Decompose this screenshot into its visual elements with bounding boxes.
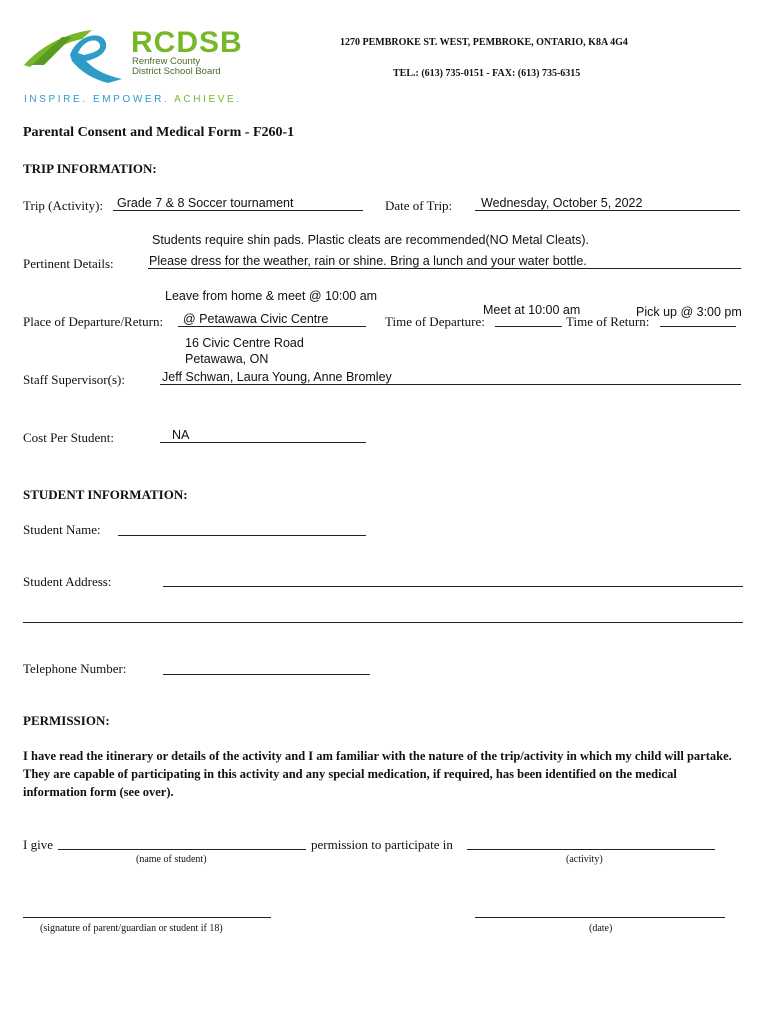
cost-line[interactable]	[160, 442, 366, 443]
board-phone: TEL.: (613) 735-0151 - FAX: (613) 735-6315	[393, 68, 581, 79]
place-address-line1[interactable]: 16 Civic Centre Road	[185, 336, 304, 350]
staff-value[interactable]: Jeff Schwan, Laura Young, Anne Bromley	[162, 370, 392, 384]
return-line[interactable]	[660, 326, 736, 327]
tagline-part2: ACHIEVE.	[174, 94, 242, 105]
permission-heading: PERMISSION:	[23, 713, 110, 728]
student-heading: STUDENT INFORMATION:	[23, 487, 188, 502]
departure-value[interactable]: Meet at 10:00 am	[483, 303, 581, 317]
telephone-label: Telephone Number:	[23, 661, 127, 676]
logo-name-line1: Renfrew County	[132, 56, 201, 67]
name-caption: (name of student)	[136, 854, 207, 865]
rcdsb-logo-icon	[22, 25, 132, 87]
student-name-line[interactable]	[118, 535, 366, 536]
date-label: Date of Trip:	[385, 198, 453, 213]
date-value[interactable]: Wednesday, October 5, 2022	[481, 196, 643, 210]
student-address-line1[interactable]	[163, 586, 743, 587]
activity-permission-line[interactable]	[467, 849, 715, 850]
student-address-label: Student Address:	[23, 574, 112, 589]
logo-acronym: RCDSB	[131, 26, 243, 59]
student-name-permission-line[interactable]	[58, 849, 306, 850]
place-label: Place of Departure/Return:	[23, 314, 164, 329]
activity-line[interactable]	[113, 210, 363, 211]
trip-heading: TRIP INFORMATION:	[23, 161, 157, 176]
activity-label: Trip (Activity):	[23, 198, 104, 213]
signature-line[interactable]	[23, 917, 271, 918]
cost-label: Cost Per Student:	[23, 430, 115, 445]
place-line[interactable]	[178, 326, 366, 327]
tagline-part1: INSPIRE. EMPOWER.	[24, 94, 170, 105]
details-line[interactable]	[148, 268, 741, 269]
permission-statement: I have read the itinerary or details of the activity and I am familiar with the nature of the trip/activity in which my child will partake. They are capable of participating in this activity and any special medication, if required, has been identified on the medical information form (see over).	[23, 749, 732, 799]
date-line[interactable]	[475, 210, 740, 211]
date-sign-line[interactable]	[475, 917, 725, 918]
activity-value[interactable]: Grade 7 & 8 Soccer tournament	[117, 196, 294, 210]
board-address: 1270 PEMBROKE ST. WEST, PEMBROKE, ONTARIO, K8A 4G4	[340, 37, 628, 48]
date-caption: (date)	[589, 923, 613, 934]
return-value[interactable]: Pick up @ 3:00 pm	[636, 305, 742, 319]
student-address-line2[interactable]	[23, 622, 743, 623]
telephone-line[interactable]	[163, 674, 370, 675]
logo-name-line2: District School Board	[132, 66, 221, 77]
details-value[interactable]: Please dress for the weather, rain or shine. Bring a lunch and your water bottle.	[149, 254, 587, 268]
departure-label: Time of Departure:	[385, 314, 485, 329]
place-value[interactable]: @ Petawawa Civic Centre	[183, 312, 329, 326]
staff-label: Staff Supervisor(s):	[23, 372, 125, 387]
place-address-line2[interactable]: Petawawa, ON	[185, 352, 269, 366]
form-title: Parental Consent and Medical Form - F260-1	[23, 125, 295, 140]
signature-caption: (signature of parent/guardian or student if 18)	[40, 923, 223, 934]
details-note[interactable]: Students require shin pads. Plastic cleats are recommended(NO Metal Cleats).	[152, 233, 589, 247]
departure-line[interactable]	[495, 326, 562, 327]
place-note[interactable]: Leave from home & meet @ 10:00 am	[165, 289, 378, 303]
cost-value[interactable]: NA	[172, 428, 190, 442]
permission-text: permission to participate in	[311, 837, 453, 852]
activity-caption: (activity)	[566, 854, 603, 865]
staff-line[interactable]	[160, 384, 741, 385]
logo	[22, 25, 132, 87]
i-give-label: I give	[23, 837, 53, 852]
details-label: Pertinent Details:	[23, 256, 114, 271]
return-label: Time of Return:	[566, 314, 650, 329]
student-name-label: Student Name:	[23, 522, 101, 537]
tagline	[24, 94, 242, 105]
